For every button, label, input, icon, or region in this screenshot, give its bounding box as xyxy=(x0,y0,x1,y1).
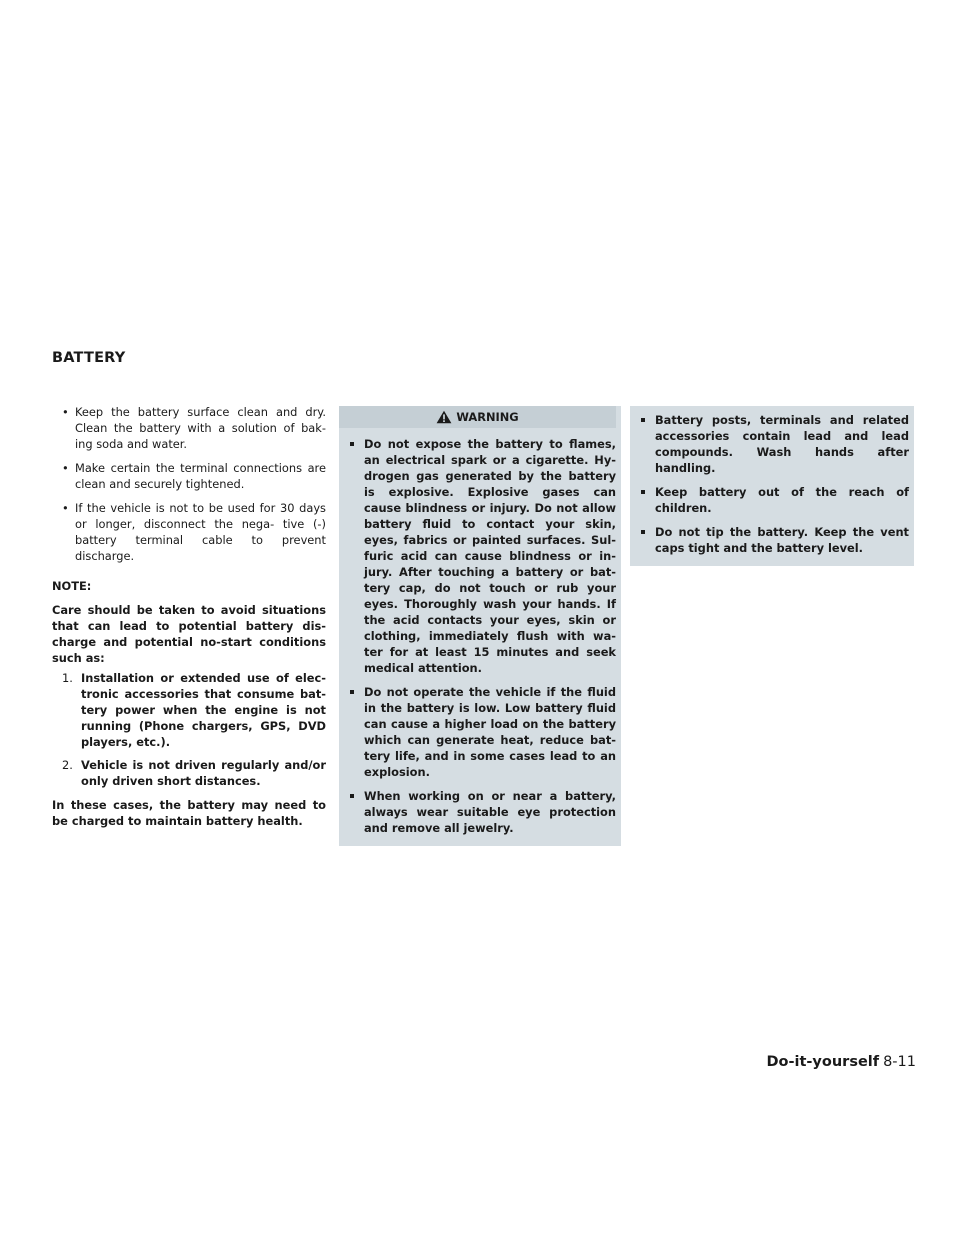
note-item xyxy=(52,757,326,789)
section-title: BATTERY xyxy=(52,350,126,366)
note-numbered-list xyxy=(52,670,326,789)
maintenance-bullet-list xyxy=(52,404,326,564)
warning-triangle-icon xyxy=(436,410,452,424)
bullet-item: • Keep the battery surface clean and dry. Clean the battery with a solution of bak- ing soda and water. xyxy=(52,404,326,452)
warning-item: Do not operate the vehicle if the fluid in the battery is low. Low battery fluid can cause a higher load on the battery which can generate heat, reduce bat- tery life, and in some cases lead to an explosion. xyxy=(339,684,616,780)
warning-item: Keep battery out of the reach of children. xyxy=(630,484,909,516)
bullet-item: • Make certain the terminal connections are clean and securely tightened. xyxy=(52,460,326,492)
note-item-number: 2. xyxy=(62,758,73,772)
warning-list-continued xyxy=(630,412,909,556)
note-intro: Care should be taken to avoid situations that can lead to potential battery dis- charge and potential no-start conditions such as: xyxy=(52,603,326,665)
note-conclusion: In these cases, the battery may need to be charged to maintain battery health. xyxy=(52,798,326,828)
column-3 xyxy=(630,406,914,566)
column-1 xyxy=(52,404,326,829)
warning-item: Battery posts, terminals and related accessories contain lead and lead compounds. Wash hands after handling. xyxy=(630,412,909,476)
bullet-item: • If the vehicle is not to be used for 30 days or longer, disconnect the nega- tive (-) battery terminal cable to prevent discharge. xyxy=(52,500,326,564)
warning-title: WARNING xyxy=(456,410,519,424)
note-item-text: Installation or extended use of elec- tronic accessories that consume bat- tery power when the engine is not running (Phone chargers, GPS, DVD players, etc.). xyxy=(81,671,326,749)
note-item-number: 1. xyxy=(62,671,73,685)
warning-item: Do not tip the battery. Keep the vent caps tight and the battery level. xyxy=(630,524,909,556)
warning-list xyxy=(339,436,616,836)
warning-item: When working on or near a battery, always wear suitable eye protection and remove all jewelry. xyxy=(339,788,616,836)
warning-header xyxy=(339,406,616,428)
note-item xyxy=(52,670,326,750)
warning-box-continued xyxy=(630,406,914,566)
footer-page-number: 8-11 xyxy=(883,1054,916,1070)
note-item-text: Vehicle is not driven regularly and/or only driven short distances. xyxy=(81,758,326,788)
page-footer xyxy=(767,1054,917,1070)
warning-item: Do not expose the battery to flames, an electrical spark or a cigarette. Hy- drogen gas generated by the battery is explosive. Explosive gases can cause blindness or injury. Do not allow battery fluid to contact your skin, eyes, fabrics or painted surfaces. Sul- furic acid can cause blindness or in- jury. After touching a battery or bat- tery cap, do not touch or rub your eyes. Thoroughly wash your hands. If the acid contacts your eyes, skin or clothing, immediately flush with wa- ter for at least 15 minutes and seek medical attention. xyxy=(339,436,616,676)
column-2 xyxy=(339,406,621,846)
note-label: NOTE: xyxy=(52,579,92,593)
warning-box xyxy=(339,406,621,846)
footer-chapter: Do-it-yourself xyxy=(766,1054,880,1070)
